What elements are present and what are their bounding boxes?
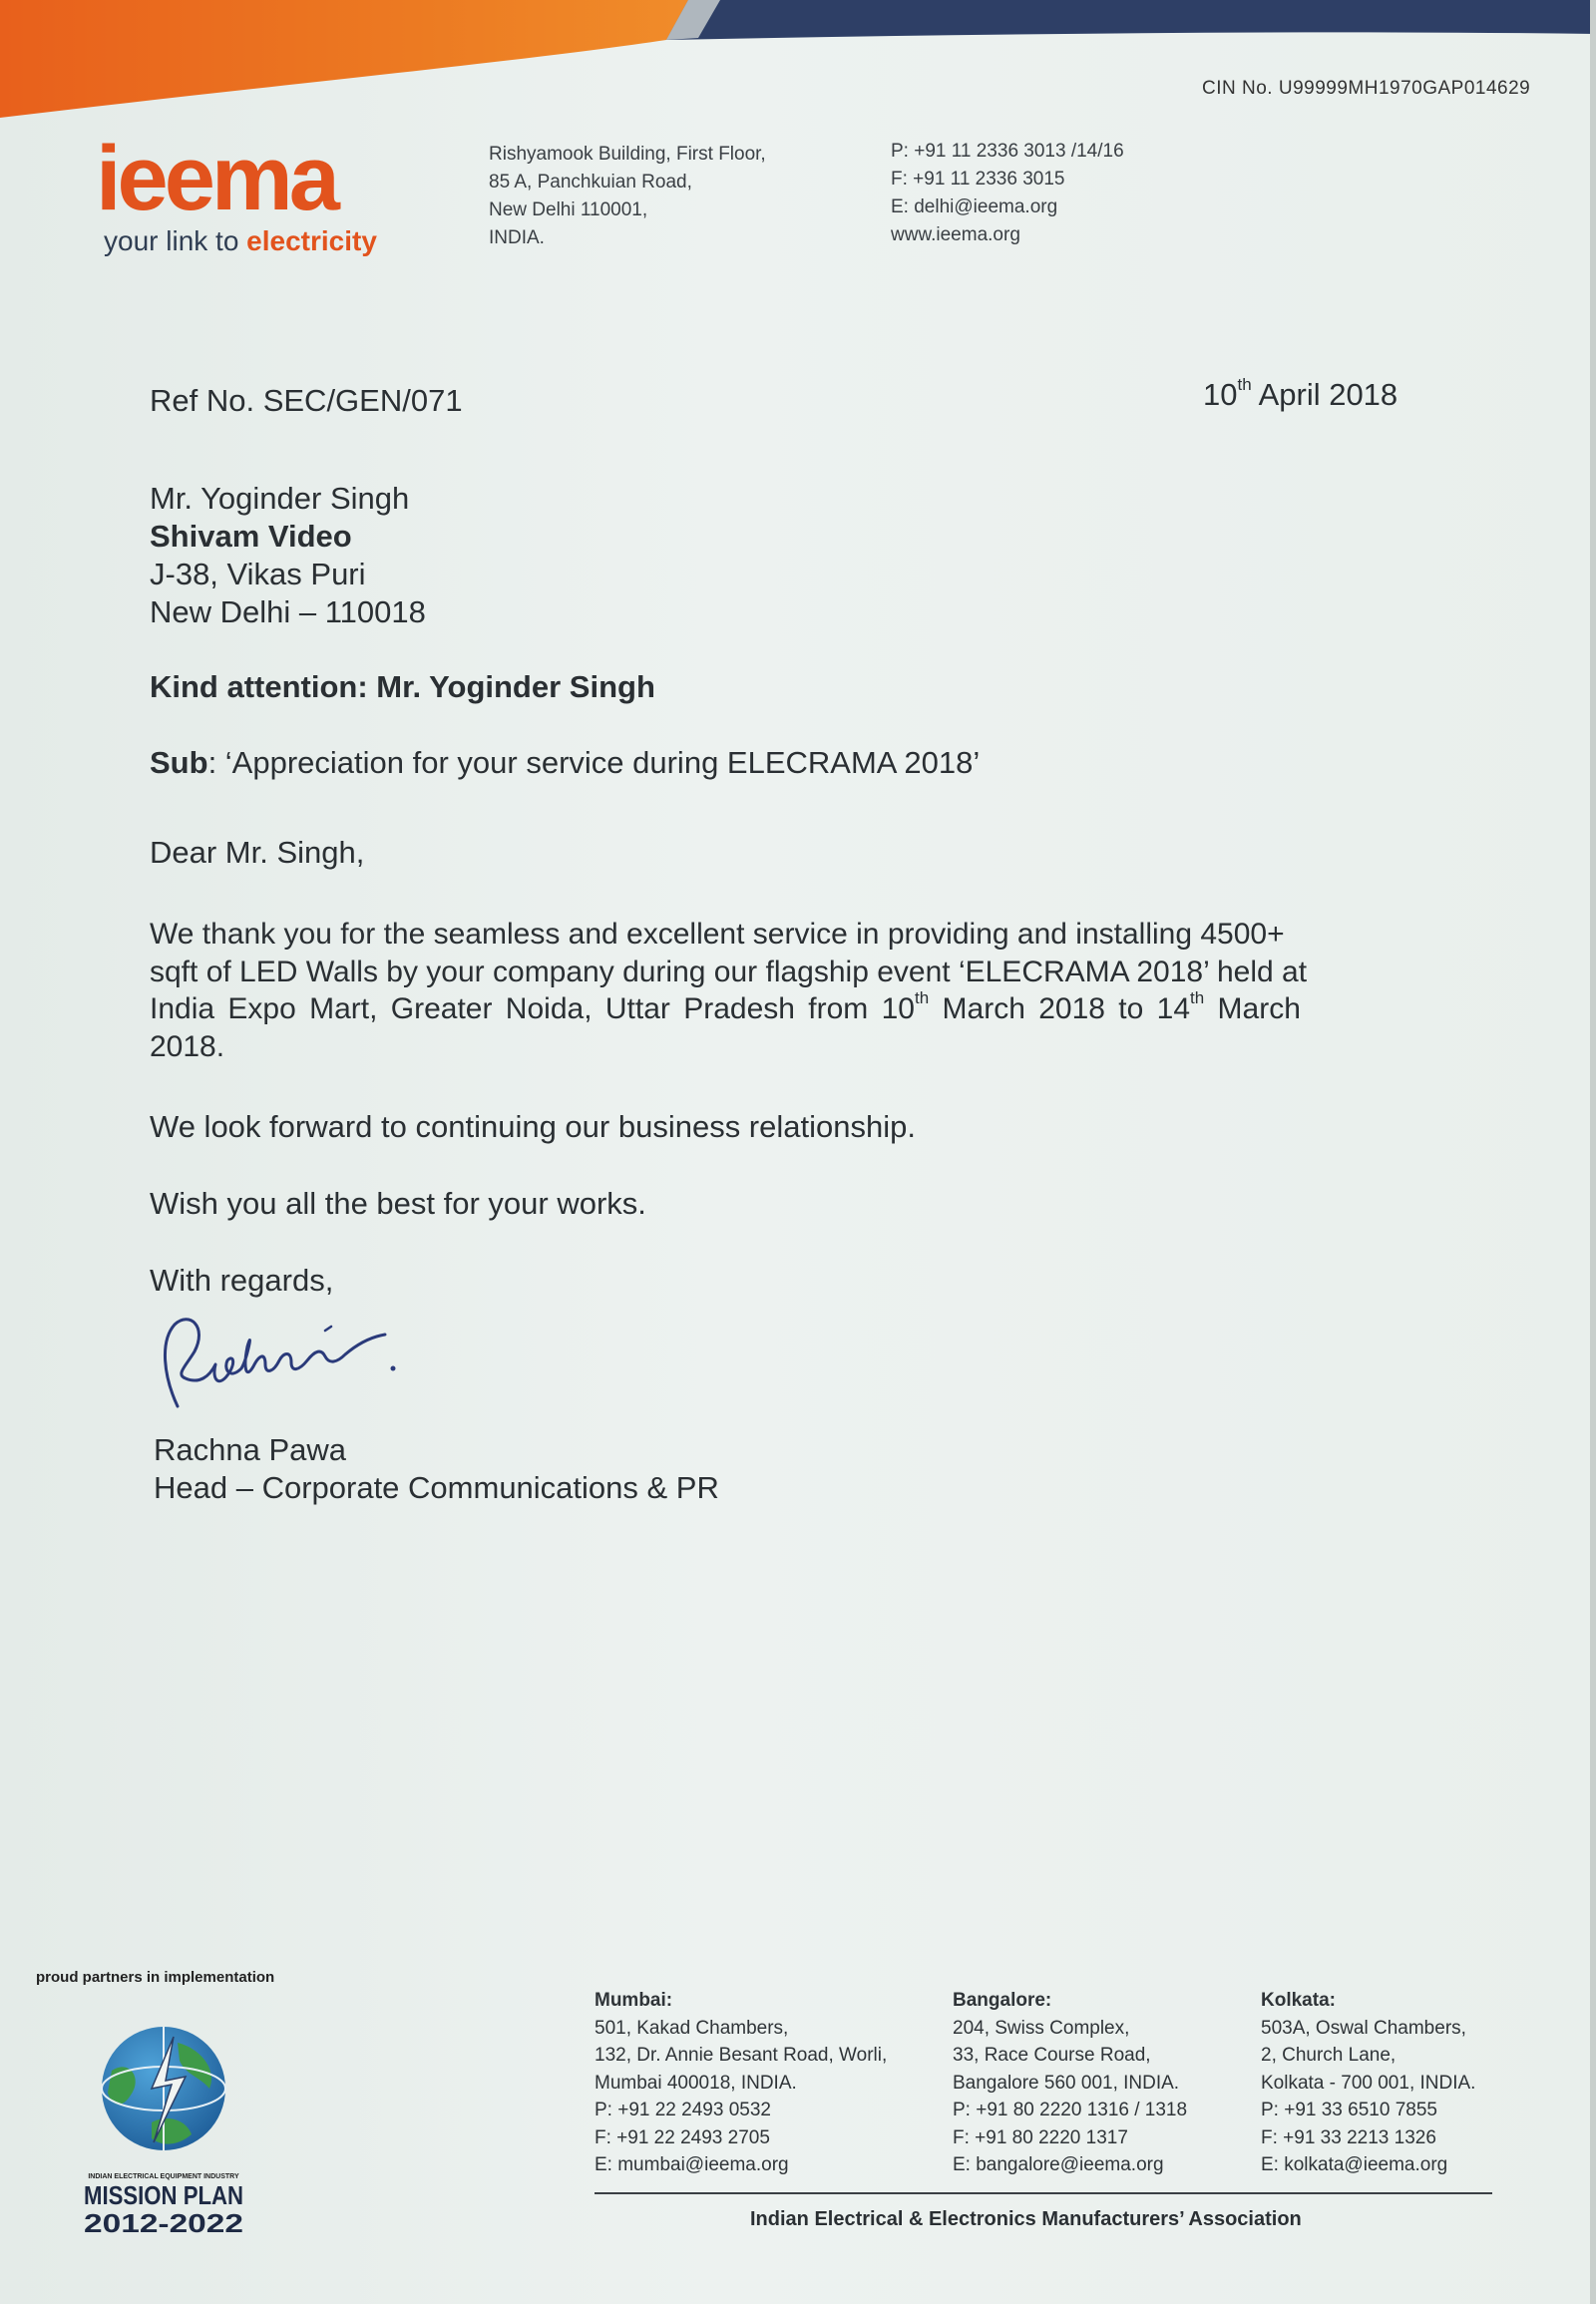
body-line <box>150 1028 1426 1066</box>
recipient-address-line1: J-38, Vikas Puri <box>150 557 366 591</box>
mission-title: MISSION PLAN <box>84 2180 243 2210</box>
closing-paragraph-2: Wish you all the best for your works. <box>150 1186 646 1221</box>
date-day: 10 <box>1203 377 1238 412</box>
tagline-prefix: your link to <box>104 225 247 256</box>
body-text-part: March 2018 to 14 <box>929 992 1191 1025</box>
body-text: sqft of LED Walls by your company during our flagship event ‘ELECRAMA 2018’ held at <box>150 955 1308 988</box>
date-month-year: April 2018 <box>1251 377 1398 412</box>
logo-wordmark: ieema <box>96 140 336 229</box>
date-suffix: th <box>1237 374 1252 394</box>
office-line: E: mumbai@ieema.org <box>595 2154 789 2175</box>
office-line: Bangalore 560 001, INDIA. <box>953 2072 1180 2094</box>
body-text-part: India Expo Mart, Greater Noida, Uttar Pradesh from 10 <box>150 992 915 1025</box>
tagline-highlight: electricity <box>246 225 377 256</box>
ordinal-suffix: th <box>1190 988 1205 1007</box>
address-line: INDIA. <box>489 227 545 248</box>
address-line: Rishyamook Building, First Floor, <box>489 144 766 165</box>
website-line: www.ieema.org <box>891 224 1020 245</box>
logo-tagline <box>104 225 377 257</box>
body-text: We thank you for the seamless and excellent service in providing and installing 4500+ <box>150 918 1285 951</box>
body-paragraph <box>150 916 1426 1065</box>
body-text <box>150 990 1301 1028</box>
body-line <box>150 990 1426 1028</box>
address-line: New Delhi 110001, <box>489 199 648 220</box>
association-name: Indian Electrical & Electronics Manufacturers’ Association <box>750 2208 1302 2230</box>
office-line: 204, Swiss Complex, <box>953 2017 1130 2039</box>
office-line: E: kolkata@ieema.org <box>1261 2154 1448 2175</box>
handwritten-signature <box>150 1307 409 1426</box>
office-city: Bangalore: <box>953 1990 1052 2011</box>
office-line: P: +91 80 2220 1316 / 1318 <box>953 2100 1188 2120</box>
office-kolkata <box>1261 1987 1475 2179</box>
office-line: Kolkata - 700 001, INDIA. <box>1261 2072 1476 2094</box>
office-line: 33, Race Course Road, <box>953 2045 1151 2066</box>
reference-number: Ref No. SEC/GEN/071 <box>150 383 463 418</box>
mission-plan-logo <box>82 2019 256 2268</box>
subject-text: : ‘Appreciation for your service during ELECRAMA 2018’ <box>207 745 981 780</box>
email-line: E: delhi@ieema.org <box>891 196 1058 217</box>
letterhead-band <box>0 0 1596 130</box>
attention-line: Kind attention: Mr. Yoginder Singh <box>150 669 655 704</box>
letter-date <box>1203 374 1398 413</box>
mission-years: 2012-2022 <box>84 2208 243 2238</box>
office-mumbai <box>595 1987 887 2179</box>
office-line: P: +91 22 2493 0532 <box>595 2100 771 2120</box>
phone-line: P: +91 11 2336 3013 /14/16 <box>891 141 1124 162</box>
address-line: 85 A, Panchkuian Road, <box>489 172 692 192</box>
subject-label: Sub <box>150 745 208 780</box>
closing-regards: With regards, <box>150 1263 334 1298</box>
body-text: 2018. <box>150 1029 225 1063</box>
recipient-name: Mr. Yoginder Singh <box>150 481 410 516</box>
cin-number: CIN No. U99999MH1970GAP014629 <box>1202 78 1531 99</box>
body-text-part: March <box>1204 992 1301 1025</box>
signer-name: Rachna Pawa <box>154 1432 347 1467</box>
closing-paragraph-1: We look forward to continuing our business relationship. <box>150 1109 916 1144</box>
body-line <box>150 916 1426 954</box>
head-office-contact <box>891 138 1124 249</box>
office-city: Kolkata: <box>1261 1990 1336 2011</box>
office-line: E: bangalore@ieema.org <box>953 2154 1164 2175</box>
footer-divider <box>595 2192 1492 2194</box>
office-line: Mumbai 400018, INDIA. <box>595 2072 797 2094</box>
office-line: 2, Church Lane, <box>1261 2045 1396 2066</box>
office-line: P: +91 33 6510 7855 <box>1261 2100 1437 2120</box>
salutation: Dear Mr. Singh, <box>150 835 365 870</box>
office-bangalore <box>953 1987 1187 2179</box>
recipient-address-line2: New Delhi – 110018 <box>150 594 426 629</box>
office-line: F: +91 22 2493 2705 <box>595 2126 770 2148</box>
signer-title: Head – Corporate Communications & PR <box>154 1470 719 1505</box>
office-line: F: +91 33 2213 1326 <box>1261 2126 1436 2148</box>
office-line: 503A, Oswal Chambers, <box>1261 2017 1466 2039</box>
office-line: 132, Dr. Annie Besant Road, Worli, <box>595 2045 888 2066</box>
partner-label: proud partners in implementation <box>36 1969 275 1986</box>
office-line: F: +91 80 2220 1317 <box>953 2126 1128 2148</box>
office-line: 501, Kakad Chambers, <box>595 2017 789 2039</box>
fax-line: F: +91 11 2336 3015 <box>891 169 1065 190</box>
head-office-address <box>489 141 766 252</box>
office-city: Mumbai: <box>595 1990 673 2011</box>
page-edge <box>1590 0 1596 2304</box>
subject-line <box>150 745 980 781</box>
recipient-company: Shivam Video <box>150 519 352 554</box>
mission-small-text: INDIAN ELECTRICAL EQUIPMENT INDUSTRY <box>88 2173 239 2180</box>
ordinal-suffix: th <box>915 988 930 1007</box>
body-line <box>150 954 1426 991</box>
